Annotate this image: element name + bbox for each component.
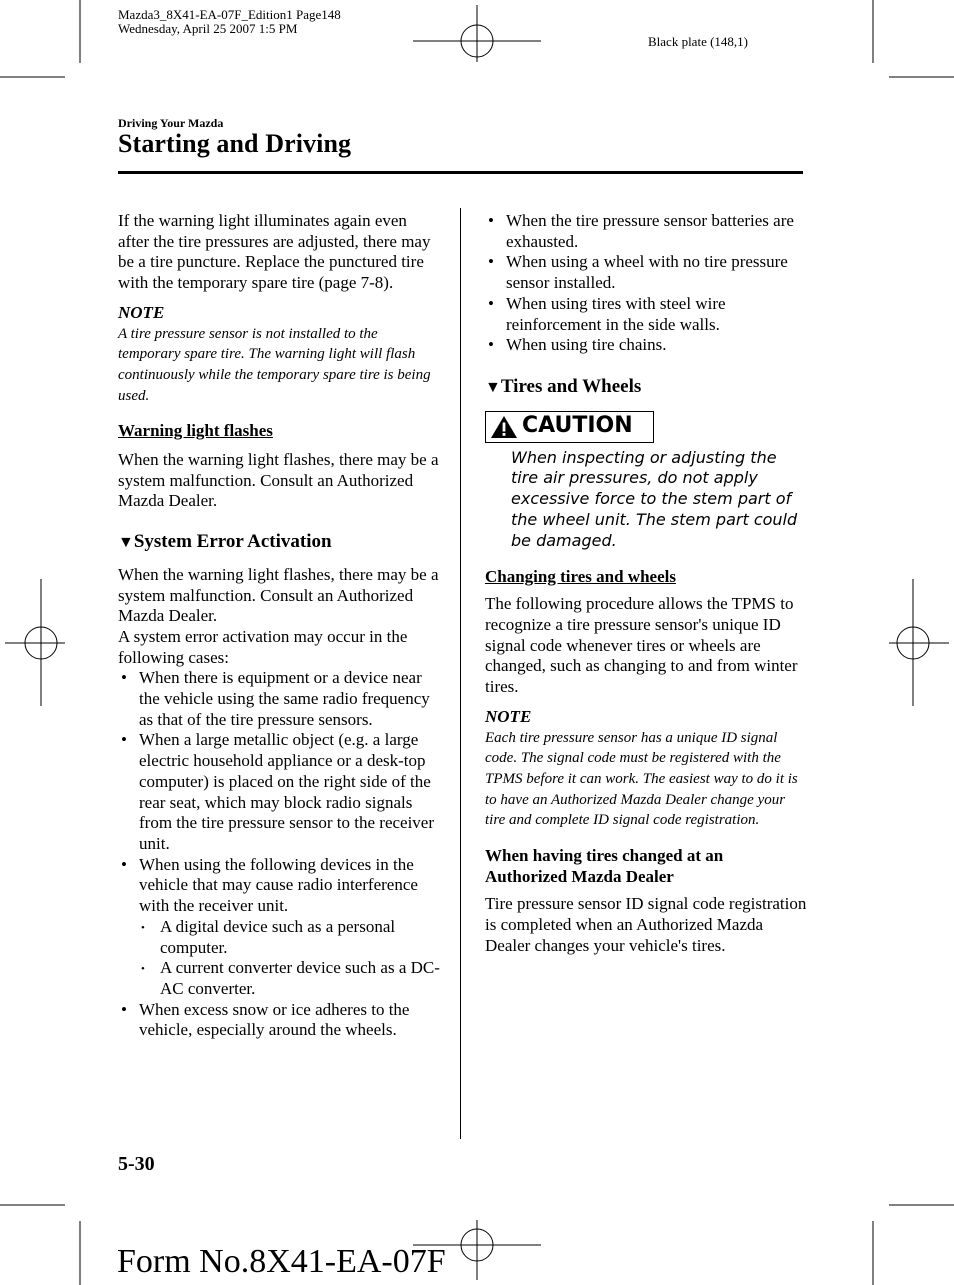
warning-triangle-icon — [490, 415, 518, 439]
list-item: • When using tire chains. — [485, 335, 807, 356]
list-item: • When there is equipment or a device near the vehicle using the same radio frequency as that of the tire pressure sensors. — [118, 668, 440, 730]
warning-light-flashes-body: When the warning light flashes, there may be a system malfunction. Consult an Authorized Mazda Dealer. — [118, 450, 439, 511]
page-number: 5-30 — [118, 1153, 155, 1175]
changing-tires-body: The following procedure allows the TPMS to recognize a tire pressure sensor's unique ID signal code whenever tires or wheels are changed, such as changing to and from winter tires. — [485, 594, 798, 697]
caution-box — [485, 411, 654, 443]
print-job-info — [118, 8, 341, 36]
system-error-body-2: A system error activation may occur in the following cases: — [118, 626, 408, 667]
right-column — [485, 211, 807, 957]
warning-light-flashes-heading: Warning light flashes — [118, 421, 273, 441]
page-title: Starting and Driving — [118, 129, 352, 158]
system-error-body-1: When the warning light flashes, there may be a system malfunction. Consult an Authorized Mazda Dealer. — [118, 564, 439, 626]
dealer-heading: When having tires changed at an Authorized Mazda Dealer — [485, 846, 724, 886]
list-item: • When the tire pressure sensor batteries are exhausted. — [485, 211, 807, 252]
form-number: Form No.8X41-EA-07F — [117, 1243, 446, 1280]
system-error-activation-title: System Error Activation — [133, 531, 332, 553]
registration-target-top — [413, 5, 541, 62]
print-job-name: Mazda3_8X41-EA-07F_Edition1 Page148 — [118, 7, 341, 22]
changing-tires-heading: Changing tires and wheels — [485, 566, 676, 586]
registration-target-left — [5, 579, 65, 706]
triangle-down-icon: ▼ — [118, 534, 134, 552]
note-body: Each tire pressure sensor has a unique ID signal code. The signal code must be registered with the TPMS before it can work. The easiest way to do it is to have an Authorized Mazda Dealer change your tire and complete ID signal code registration. — [485, 729, 798, 829]
system-error-activation-heading — [118, 532, 440, 554]
print-job-date: Wednesday, April 25 2007 1:5 PM — [118, 21, 298, 36]
caution-label: CAUTION — [522, 413, 633, 439]
device-sublist — [139, 917, 440, 1000]
note-heading: NOTE — [485, 706, 532, 726]
column-divider — [460, 208, 461, 1139]
left-column — [118, 211, 440, 1041]
list-item: • When excess snow or ice adheres to the vehicle, especially around the wheels. — [118, 1000, 440, 1041]
tires-and-wheels-title: Tires and Wheels — [500, 375, 642, 397]
list-item: • When using a wheel with no tire pressure sensor installed. — [485, 252, 807, 293]
dealer-body: Tire pressure sensor ID signal code registration is completed when an Authorized Mazda Dealer changes your vehicle's tires. — [485, 894, 807, 955]
triangle-down-icon: ▼ — [485, 378, 501, 396]
sublist-item: • A current converter device such as a DC-AC converter. — [139, 958, 440, 999]
sublist-item: • A digital device such as a personal computer. — [139, 917, 440, 958]
tires-and-wheels-heading — [485, 377, 807, 399]
caution-text: When inspecting or adjusting the tire air pressures, do not apply excessive force to the stem part of the wheel unit. The stem part could be damaged. — [511, 447, 798, 550]
plate-label: Black plate (148,1) — [648, 34, 748, 49]
registration-target-right — [889, 579, 949, 706]
intro-paragraph: If the warning light illuminates again even after the tire pressures are adjusted, there may be a tire puncture. Replace the punctured tire with the temporary spare tire (page 7-8). — [118, 211, 431, 293]
title-rule — [118, 171, 803, 174]
list-item — [118, 855, 440, 1000]
list-item-text: When using the following devices in the vehicle that may cause radio interference with the receiver unit. — [139, 854, 418, 916]
system-error-cases-list — [118, 668, 440, 1041]
section-label: Driving Your Mazda — [118, 116, 224, 130]
list-item: • When a large metallic object (e.g. a large electric household appliance or a desk-top computer) is placed on the right side of the rear seat, which may block radio signals from the tire pressure sensor to the receiver unit. — [118, 730, 440, 854]
note-heading: NOTE — [118, 302, 165, 322]
list-item: • When using tires with steel wire reinforcement in the side walls. — [485, 294, 807, 335]
note-body: A tire pressure sensor is not installed to the temporary spare tire. The warning light will flash continuously while the temporary spare tire is being used. — [118, 325, 431, 404]
system-error-cases-list-continued — [485, 211, 807, 356]
